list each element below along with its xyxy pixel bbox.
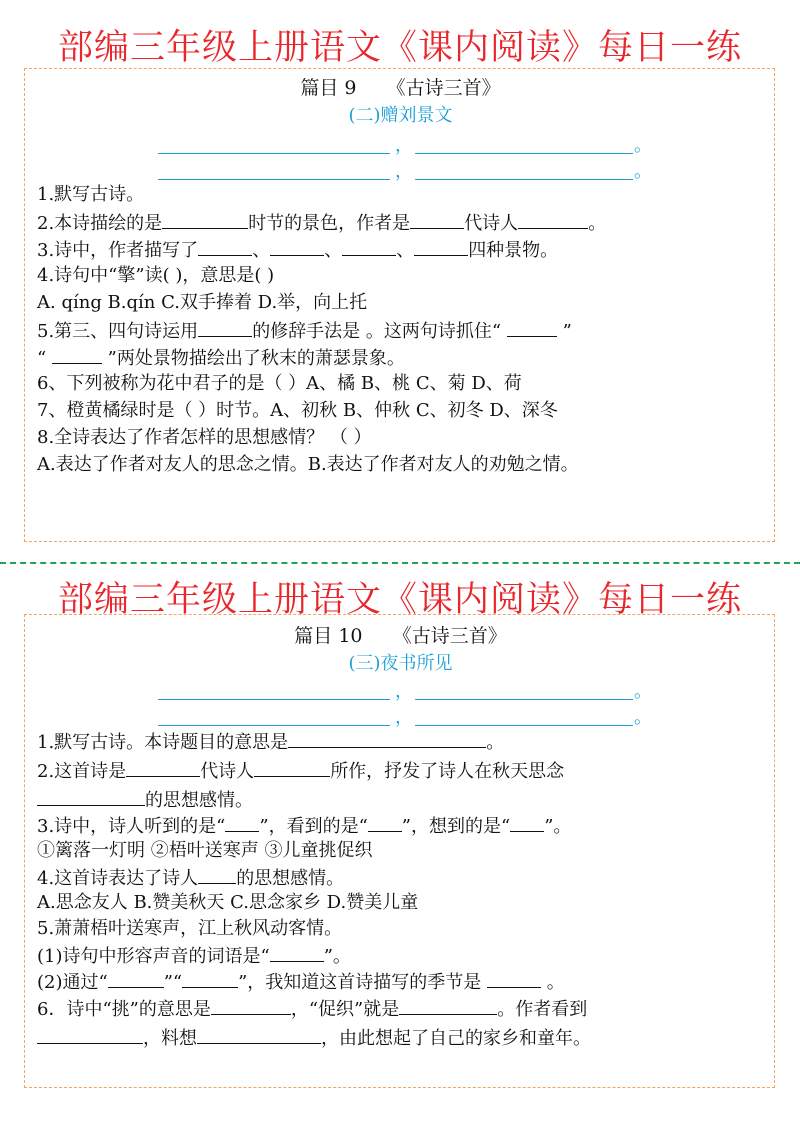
question-2: 2.本诗描绘的是 时节的景色，作者是 代诗人 。	[37, 210, 606, 236]
answer-blank[interactable]	[197, 1025, 321, 1044]
answer-blank[interactable]	[52, 345, 102, 364]
poem-line-blank[interactable]	[415, 725, 633, 726]
question-4-options: A.思念友人 B.赞美秋天 C.思念家乡 D.赞美儿童	[37, 892, 419, 913]
question-2-cont: 的思想感情。	[37, 787, 253, 813]
poem-line-blank[interactable]	[158, 153, 390, 154]
period: 。	[634, 135, 652, 156]
answer-blank[interactable]	[507, 318, 557, 337]
piece-number: 篇目 9	[300, 77, 357, 99]
answer-blank[interactable]	[198, 318, 252, 337]
comma: ，	[395, 681, 413, 702]
answer-blank[interactable]	[518, 210, 588, 229]
answer-blank[interactable]	[37, 1025, 143, 1044]
answer-blank[interactable]	[198, 237, 252, 256]
book-title: 《古诗三首》	[386, 77, 501, 99]
question-5: 5.萧萧梧叶送寒声，江上秋风动客情。	[37, 918, 343, 939]
answer-blank[interactable]	[342, 237, 396, 256]
poem-title: (二)赠刘景文	[348, 105, 453, 126]
section-divider	[0, 562, 800, 564]
question-5-cont: “ ”两处景物描绘出了秋末的萧瑟景象。	[37, 345, 405, 371]
question-2: 2.这首诗是 代诗人 所作，抒发了诗人在秋天思念	[37, 758, 564, 784]
answer-blank[interactable]	[225, 813, 259, 832]
question-5-2: (2)通过“ ”“ ”，我知道这首诗描写的季节是 。	[37, 969, 565, 995]
answer-blank[interactable]	[487, 969, 541, 988]
question-1: 1.默写古诗。	[37, 184, 145, 205]
comma: ，	[395, 135, 413, 156]
period: 。	[634, 707, 652, 728]
question-6: 6、下列被称为花中君子的是（ ）A、橘 B、桃 C、菊 D、荷	[37, 373, 522, 394]
answer-blank[interactable]	[270, 237, 324, 256]
answer-blank[interactable]	[288, 729, 486, 748]
answer-blank[interactable]	[414, 237, 468, 256]
comma: ，	[395, 707, 413, 728]
question-5-1: (1)诗句中形容声音的词语是“ ”。	[37, 943, 351, 969]
page-title-bottom: 部编三年级上册语文《课内阅读》每日一练	[57, 580, 742, 620]
question-5: 5.第三、四句诗运用 的修辞手法是 。这两句诗抓住“ ”	[37, 318, 572, 344]
piece-number: 篇目 10	[294, 625, 363, 647]
comma: ，	[395, 161, 413, 182]
poem-line-blank[interactable]	[415, 179, 633, 180]
question-3-options: ①篱落一灯明 ②梧叶送寒声 ③儿童挑促织	[37, 840, 373, 861]
answer-blank[interactable]	[510, 813, 544, 832]
answer-blank[interactable]	[198, 865, 236, 884]
question-3: 3.诗中，诗人听到的是“ ”，看到的是“ ”，想到的是“ ”。	[37, 813, 571, 839]
answer-blank[interactable]	[37, 787, 145, 806]
question-8-options: A.表达了作者对友人的思念之情。B.表达了作者对友人的劝勉之情。	[37, 454, 579, 475]
answer-blank[interactable]	[162, 210, 248, 229]
answer-blank[interactable]	[270, 943, 324, 962]
answer-blank[interactable]	[126, 758, 200, 777]
book-title: 《古诗三首》	[392, 625, 507, 647]
question-4: 4.这首诗表达了诗人 的思想感情。	[37, 865, 344, 891]
piece-title	[25, 73, 776, 100]
exercise-box-9	[24, 68, 775, 542]
answer-blank[interactable]	[108, 969, 164, 988]
exercise-box-10	[24, 614, 775, 1088]
answer-blank[interactable]	[410, 210, 464, 229]
page-title-top: 部编三年级上册语文《课内阅读》每日一练	[57, 28, 742, 68]
poem-line-blank[interactable]	[158, 179, 390, 180]
question-1: 1.默写古诗。本诗题目的意思是 。	[37, 729, 504, 755]
poem-line-blank[interactable]	[158, 725, 390, 726]
poem-line-blank[interactable]	[158, 699, 390, 700]
question-6-cont: ，料想 ，由此想起了自己的家乡和童年。	[37, 1025, 591, 1051]
question-7: 7、橙黄橘绿时是（ ）时节。A、初秋 B、仲秋 C、初冬 D、深冬	[37, 400, 558, 421]
answer-blank[interactable]	[368, 813, 402, 832]
question-4: 4.诗句中“擎”读( )，意思是( )	[37, 265, 275, 286]
question-6: 6．诗中“挑”的意思是 ，“促织”就是 。作者看到	[37, 996, 587, 1022]
answer-blank[interactable]	[399, 996, 497, 1015]
poem-line-blank[interactable]	[415, 699, 633, 700]
poem-title: (三)夜书所见	[348, 653, 453, 674]
question-4-options: A. qíng B.qín C.双手捧着 D.举，向上托	[37, 292, 368, 313]
piece-title	[25, 621, 776, 648]
answer-blank[interactable]	[211, 996, 291, 1015]
answer-blank[interactable]	[254, 758, 330, 777]
question-8: 8.全诗表达了作者怎样的思想感情？ （ ）	[37, 427, 372, 448]
answer-blank[interactable]	[182, 969, 238, 988]
question-3: 3.诗中，作者描写了 、 、 、 四种景物。	[37, 237, 558, 263]
period: 。	[634, 681, 652, 702]
poem-line-blank[interactable]	[415, 153, 633, 154]
period: 。	[634, 161, 652, 182]
